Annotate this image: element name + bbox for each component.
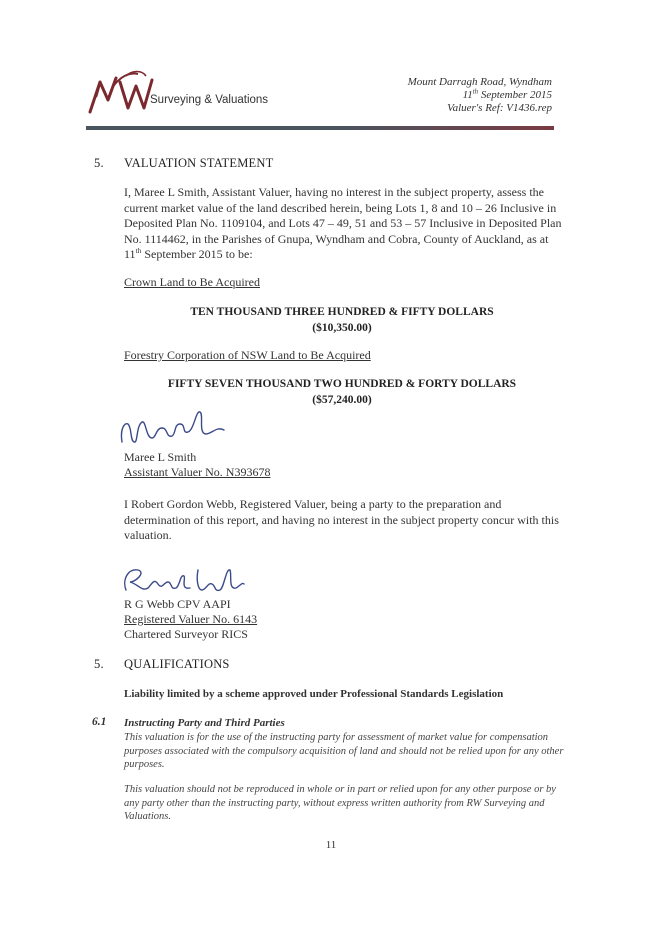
forestry-value-words: FIFTY SEVEN THOUSAND TWO HUNDRED & FORTY DOLLARS [167,378,517,390]
reproduction-paragraph: This valuation should not be reproduced in whole or in part or relied upon for any other purpose or by any party other than the instructing party, without express written authority from RW Surveying and Valuations. [124,784,556,822]
qualifications-title: QUALIFICATIONS [124,657,230,671]
logo-text: Surveying & Valuations [150,94,269,106]
header-address: Mount Darragh Road, Wyndham [407,76,552,88]
instructing-party-paragraph: This valuation is for the use of the instructing party for assessment of market value for compensation purposes associated with the compulsory acquisition of land and should not be relied upon for any other purposes. [124,732,564,770]
signature-rg-webb [118,560,248,600]
signer1-block [124,450,270,480]
signer2-registration: Registered Valuer No. 6143 [124,612,258,626]
signature-maree-smith [116,404,236,454]
qualifications-number: 5. [94,657,104,671]
forestry-value-figure: ($57,240.00) [312,393,372,406]
signer2-name: R G Webb CPV AAPI [124,597,231,611]
signer1-title: Assistant Valuer No. N393678 [124,465,271,479]
page-number: 11 [325,839,337,851]
section-title: VALUATION STATEMENT [124,156,274,170]
subsection-number: 6.1 [92,716,107,728]
signer1-name: Maree L Smith [124,450,197,464]
header-reference: Valuer's Ref: V1436.rep [447,102,552,114]
signer2-block [124,597,257,642]
crown-land-value [124,305,560,336]
header-date: 11th September 2015 [462,88,552,101]
liability-statement: Liability limited by a scheme approved under Professional Standards Legislation [124,688,504,700]
subsection-title: Instructing Party and Third Parties [124,717,285,729]
signer2-credential: Chartered Surveyor RICS [124,627,248,641]
company-logo [86,68,276,116]
section-number: 5. [94,156,104,170]
crown-value-words: TEN THOUSAND THREE HUNDRED & FIFTY DOLLARS [190,306,494,318]
header-divider [86,126,554,130]
webb-concurrence-paragraph: I Robert Gordon Webb, Registered Valuer, being a party to the preparation and determination of this report, and having no interest in the subject property concur with this valuation. [124,497,559,542]
forestry-land-label: Forestry Corporation of NSW Land to Be Acquired [124,348,371,362]
crown-value-figure: ($10,350.00) [312,321,372,334]
header-details [408,76,552,115]
valuation-intro-paragraph: I, Maree L Smith, Assistant Valuer, having no interest in the subject property, assess the current market value of the land described herein, being Lots 1, 8 and 10 – 26 Inclusive in Deposited Plan No. 1109104, and Lots 47 – 49, 51 and 53 – 57 Inclusive in Deposited Plan No. 1114462, in the Parishes of Gnupa, Wyndham and Cobra, County of Auckland, as at 11th September 2015 to be: [124,185,562,261]
crown-land-label: Crown Land to Be Acquired [124,275,260,289]
